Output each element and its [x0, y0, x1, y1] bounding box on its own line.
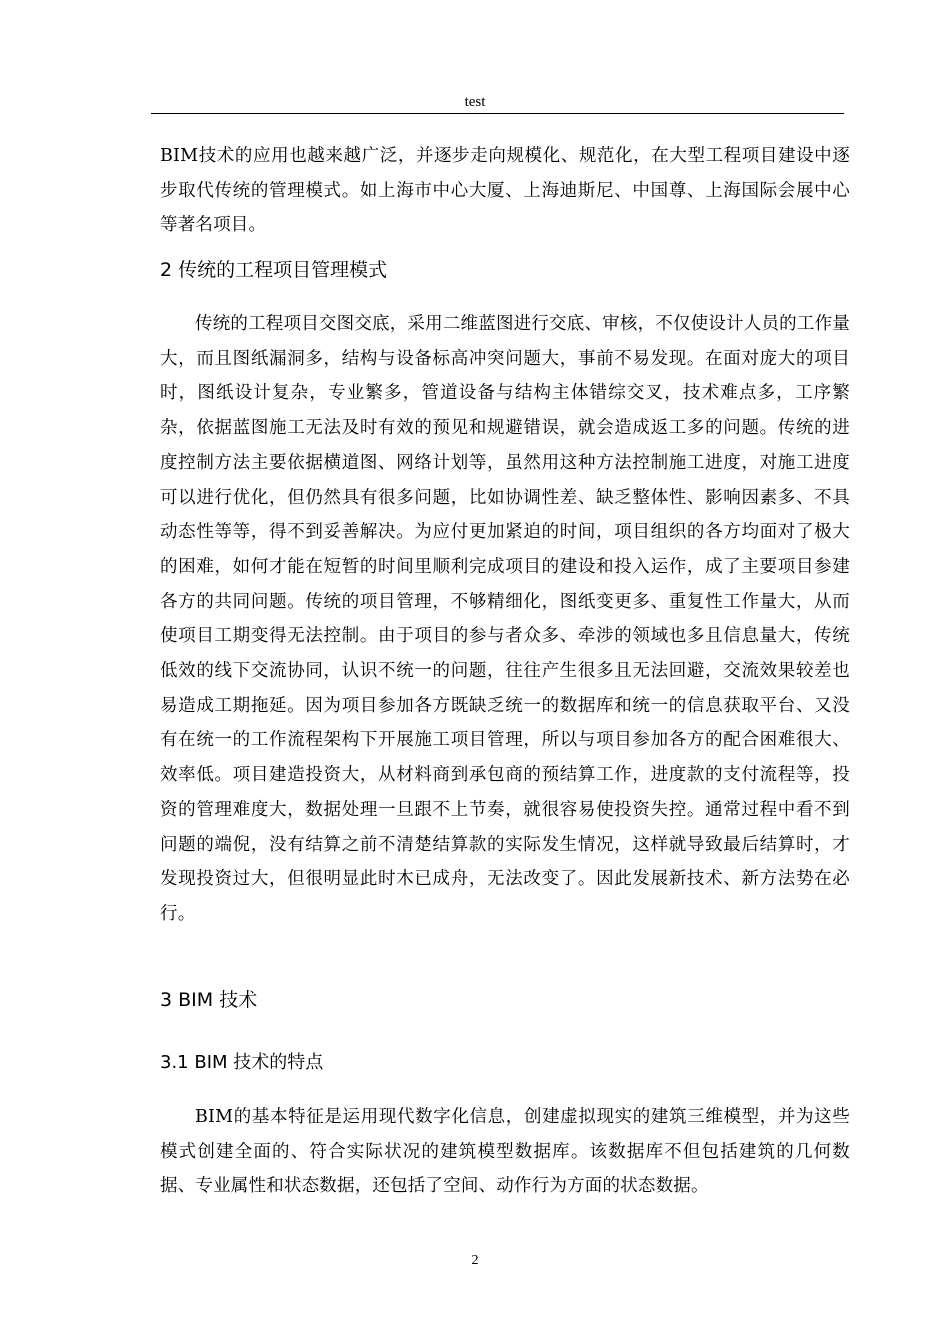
paragraph-section-2: 传统的工程项目交图交底，采用二维蓝图进行交底、审核，不仅使设计人员的工作量大，而且图纸漏洞多，结构与设备标高冲突问题大，事前不易发现。在面对庞大的项目时，图纸设计复杂，专业繁多，管道设备与结构主体错综交叉，技术难点多，工序繁杂，依据蓝图施工无法及时有效的预见和规避错误，就会造成返工多的问题。传统的进度控制方法主要依据横道图、网络计划等，虽然用这种方法控制施工进度，对施工进度可以进行优化，但仍然具有很多问题，比如协调性差、缺乏整体性、影响因素多、不具动态性等等，得不到妥善解决。为应付更加紧迫的时间，项目组织的各方均面对了极大的困难，如何才能在短暂的时间里顺利完成项目的建设和投入运作，成了主要项目参建各方的共同问题。传统的项目管理，不够精细化，图纸变更多、重复性工作量大，从而使项目工期变得无法控制。由于项目的参与者众多、牵涉的领域也多且信息量大，传统低效的线下交流协同，认识不统一的问题，往往产生很多且无法回避，交流效果较差也易造成工期拖延。因为项目参加各方既缺乏统一的数据库和统一的信息获取平台、又没有在统一的工作流程架构下开展施工项目管理，所以与项目参加各方的配合困难很大、效率低。项目建造投资大，从材料商到承包商的预结算工作，进度款的支付流程等，投资的管理难度大，数据处理一旦跟不上节奏，就很容易使投资失控。通常过程中看不到问题的端倪，没有结算之前不清楚结算款的实际发生情况，这样就导致最后结算时，才发现投资过大，但很明显此时木已成舟，无法改变了。因此发展新技术、新方法势在必行。	[160, 314, 850, 924]
body-block-section-3-1	[160, 1100, 850, 1204]
section-heading-2-block	[160, 255, 850, 285]
header-divider	[151, 113, 844, 114]
section-heading-2: 2 传统的工程项目管理模式	[160, 259, 388, 281]
paragraph-intro: BIM技术的应用也越来越广泛，并逐步走向规模化、规范化，在大型工程项目建设中逐步取代传统的管理模式。如上海市中心大厦、上海迪斯尼、中国尊、上海国际会展中心等著名项目。	[160, 146, 850, 236]
page-header: test	[464, 94, 486, 110]
section-heading-3-1-block	[160, 1048, 850, 1078]
paragraph-section-3-1: BIM的基本特征是运用现代数字化信息，创建虚拟现实的建筑三维模型，并为这些模式创建全面的、符合实际状况的建筑模型数据库。该数据库不但包括建筑的几何数据、专业属性和状态数据，还包括了空间、动作行为方面的状态数据。	[160, 1107, 850, 1197]
body-block-intro	[160, 139, 850, 243]
section-heading-3-1: 3.1 BIM 技术的特点	[160, 1052, 324, 1073]
section-heading-3-block	[160, 985, 850, 1015]
body-block-section-2	[160, 307, 850, 932]
page-number: 2	[471, 1253, 479, 1268]
section-heading-3: 3 BIM 技术	[160, 989, 258, 1011]
